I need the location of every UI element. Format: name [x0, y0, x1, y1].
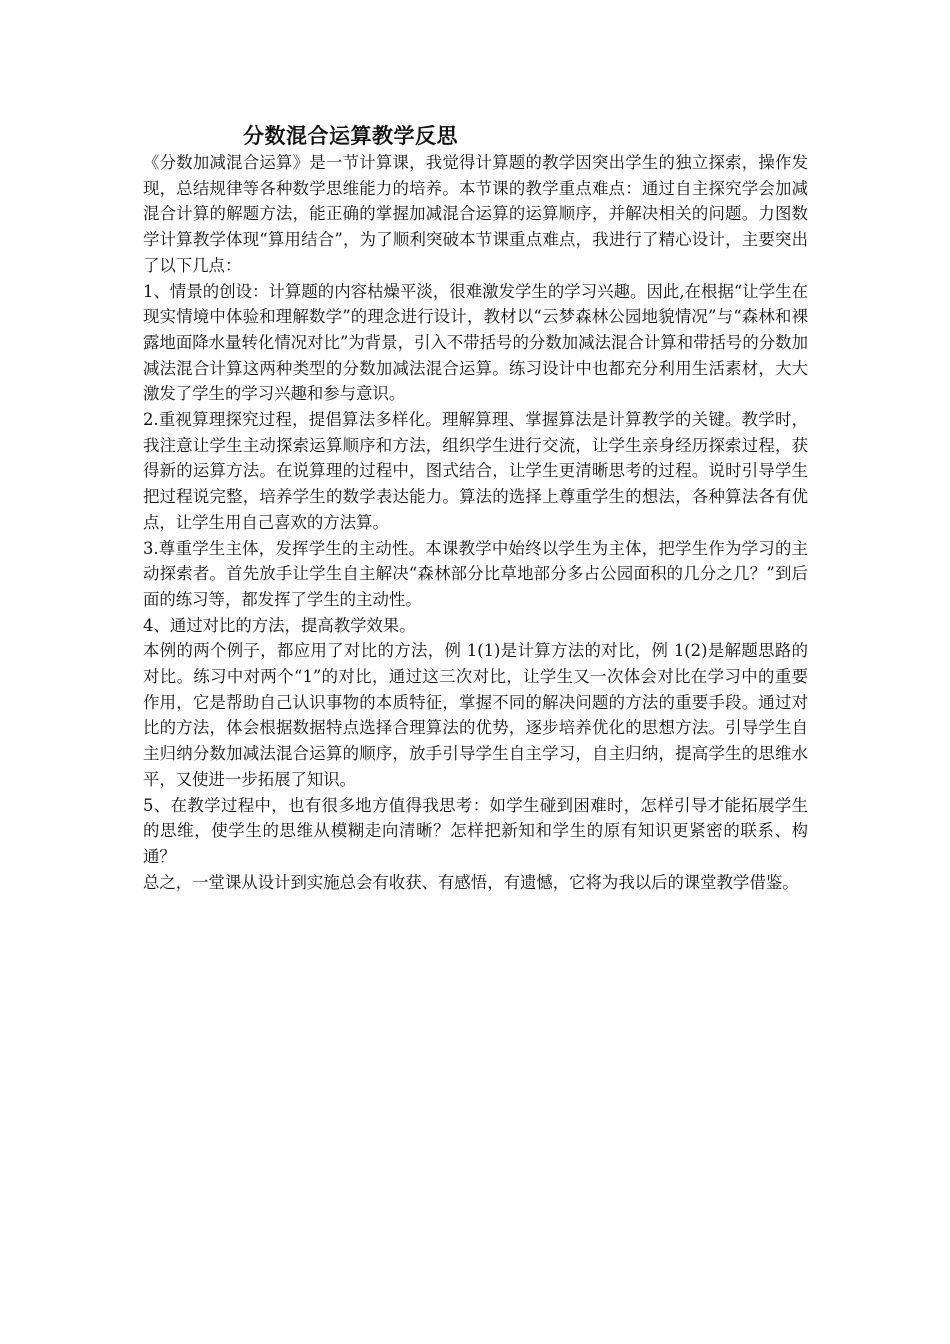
- paragraph-intro: 《分数加减混合运算》是一节计算课，我觉得计算题的教学因突出学生的独立探索，操作发现，总结规律等各种数学思维能力的培养。本节课的教学重点难点：通过自主探究学会加减混合计算的解题方法，能正确的掌握加减混合运算的运算顺序，并解决相关的问题。力图数学计算教学体现“算用结合”，为了顺利突破本节课重点难点，我进行了精心设计，主要突出了以下几点：: [143, 153, 808, 275]
- paragraph-point-5: 5、在教学过程中，也有很多地方值得我思考：如学生碰到困难时，怎样引导才能拓展学生的思维，使学生的思维从模糊走向清晰？怎样把新知和学生的原有知识更紧密的联系、构通？: [143, 795, 808, 866]
- document-title: 分数混合运算教学反思: [243, 123, 458, 148]
- paragraph-point-1: 1、情景的创设：计算题的内容枯燥平淡，很难激发学生的学习兴趣。因此,在根据“让学生在现实情境中体验和理解数学”的理念进行设计，教材以“云梦森林公园地貌情况”与“森林和裸露地面降水量转化情况对比”为背景，引入不带括号的分数加减法混合计算和带括号的分数加减法混合计算这两种类型的分数加减法混合运算。练习设计中也都充分利用生活素材，大大激发了学生的学习兴趣和参与意识。: [143, 281, 808, 404]
- document-body: [143, 150, 808, 895]
- paragraph-conclusion: 总之，一堂课从设计到实施总会有收获、有感悟，有遗憾，它将为我以后的课堂教学借鉴。: [143, 872, 799, 892]
- paragraph-point-3: 3.尊重学生主体，发挥学生的主动性。本课教学中始终以学生为主体，把学生作为学习的主动探索者。首先放手让学生自主解决“森林部分比草地部分多占公园面积的几分之几？”到后面的练习等，都发挥了学生的主动性。: [143, 538, 808, 609]
- paragraph-point-4-body: 本例的两个例子，都应用了对比的方法，例 1(1)是计算方法的对比，例 1(2)是解题思路的对比。练习中对两个“1”的对比，通过这三次对比，让学生又一次体会对比在学习中的重要作用，它是帮助自己认识事物的本质特征，掌握不同的解决问题的方法的重要手段。通过对比的方法，体会根据数据特点选择合理算法的优势，逐步培养优化的思想方法。引导学生自主归纳分数加减法混合运算的顺序，放手引导学生自主学习，自主归纳，提高学生的思维水平，又使进一步拓展了知识。: [143, 641, 808, 789]
- paragraph-point-2: 2.重视算理探究过程，提倡算法多样化。理解算理、掌握算法是计算教学的关键。教学时，我注意让学生主动探索运算顺序和方法，组织学生进行交流，让学生亲身经历探索过程，获得新的运算方法。在说算理的过程中，图式结合，让学生更清晰思考的过程。说时引导学生把过程说完整，培养学生的数学表达能力。算法的选择上尊重学生的想法，各种算法各有优点，让学生用自己喜欢的方法算。: [143, 410, 808, 532]
- paragraph-point-4-heading: 4、通过对比的方法，提高教学效果。: [143, 615, 416, 635]
